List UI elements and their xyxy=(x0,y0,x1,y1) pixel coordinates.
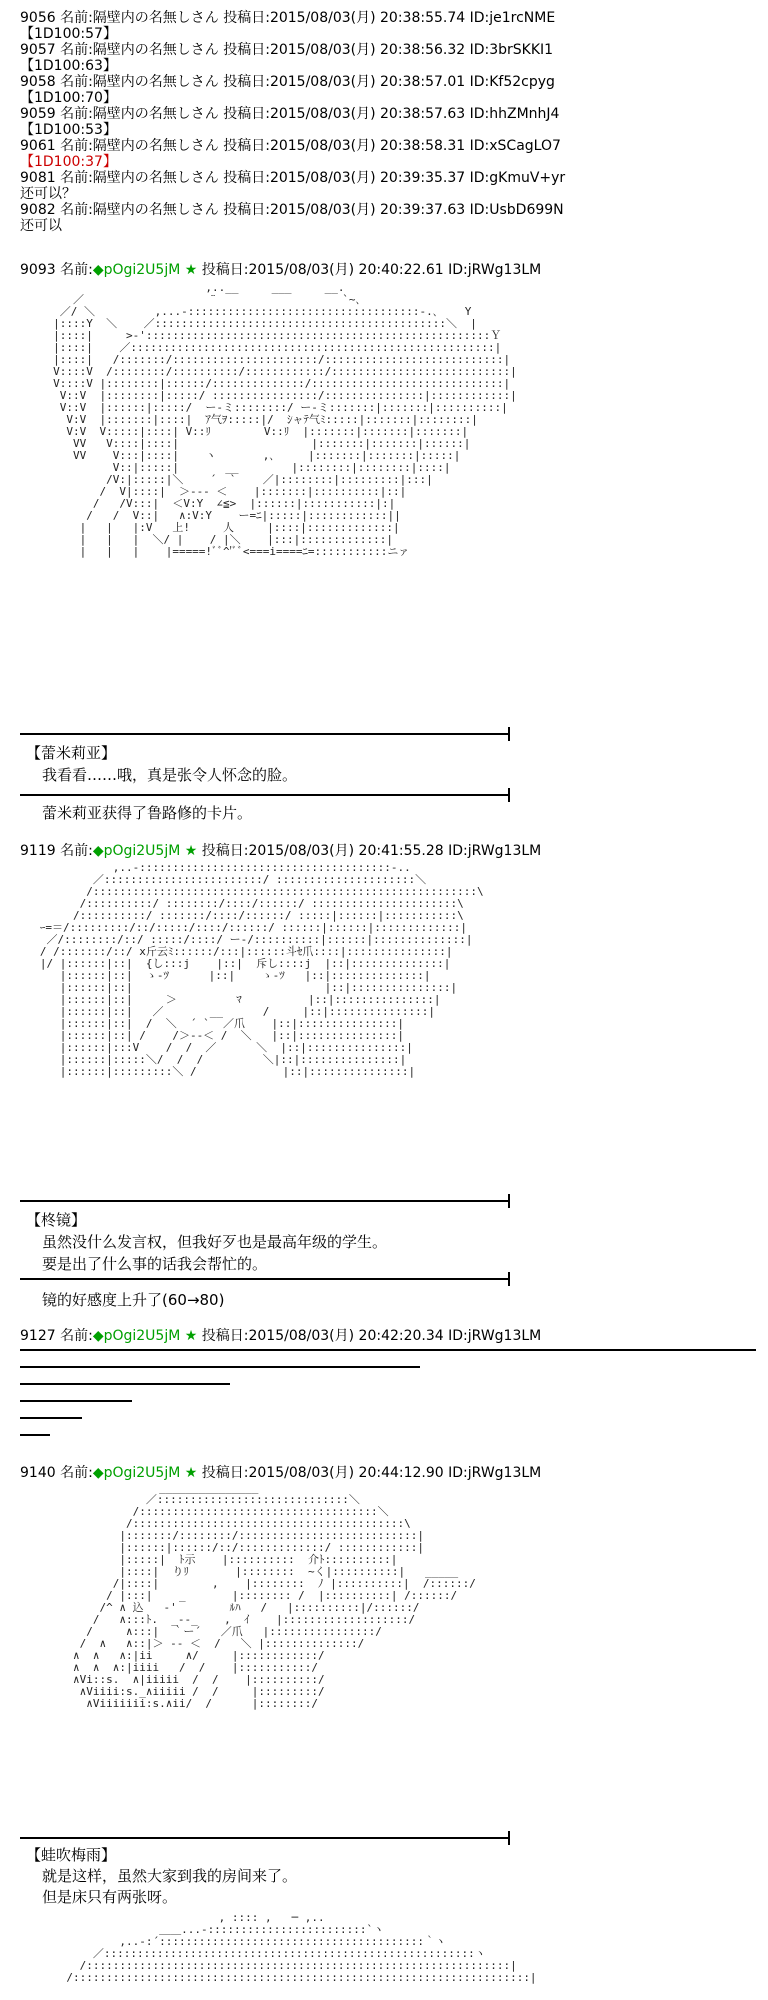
name-label: 名前: xyxy=(60,262,93,278)
post-9140-header xyxy=(20,1465,541,1481)
separator-bar xyxy=(20,1349,756,1351)
star-icon: ★ xyxy=(184,262,198,278)
narration-line: 镜的好感度上升了(60→80) xyxy=(42,1291,225,1309)
dice-result: 【1D100:53】 xyxy=(20,122,117,138)
separator-bar xyxy=(20,1366,420,1368)
post-9061-header: 9061 名前:隔壁内の名無しさん 投稿日:2015/08/03(月) 20:38:58.31 ID:xSCagLO7 xyxy=(20,138,561,154)
dialog-line: 要是出了什么事的话我会帮忙的。 xyxy=(42,1255,268,1273)
speaker-label: 【柊镜】 xyxy=(26,1211,87,1229)
post-number: 9119 xyxy=(20,843,56,859)
post-9057-header: 9057 名前:隔壁内の名無しさん 投稿日:2015/08/03(月) 20:38:56.32 ID:3brSKKI1 xyxy=(20,42,554,58)
star-icon: ★ xyxy=(184,1465,198,1481)
narration-line: 蕾米莉亚获得了鲁路修的卡片。 xyxy=(42,804,253,822)
dice-result: 【1D100:70】 xyxy=(20,90,117,106)
tripcode: ◆pOgi2U5jM xyxy=(92,1328,181,1344)
dialog-top-cross xyxy=(508,1831,510,1845)
name-label: 名前: xyxy=(60,1328,93,1344)
dice-result: 【1D100:57】 xyxy=(20,26,117,42)
dialog-top-rule xyxy=(20,733,510,735)
post-number: 9093 xyxy=(20,262,56,278)
ascii-art-partial: , :::: , ─ ,.. ＿＿...-::::::::::::::::::::::::`ヽ ,..-:´::::::::::::::::::::::::::::::::::::::::｀ヽ ／::::::::::::::::::::::::::::::::::::::::::::::::::::::::ヽ /::::::::::::::::::::::::::::::::::::::::::::::::::::::::::::::::| /:::::::::::::::::::::::::::::::::::::::::::::::::::::::::::::::::::::| xyxy=(66,1912,537,1984)
post-date: 投稿日:2015/08/03(月) 20:41:55.28 ID:jRWg13LM xyxy=(201,843,542,859)
dialog-bottom-cross xyxy=(508,788,510,802)
tripcode: ◆pOgi2U5jM xyxy=(92,843,181,859)
post-number: 9127 xyxy=(20,1328,56,1344)
dice-result-red: 【1D100:37】 xyxy=(20,154,117,170)
post-9081-header: 9081 名前:隔壁内の名無しさん 投稿日:2015/08/03(月) 20:39:35.37 ID:gKmuV+yr xyxy=(20,170,566,186)
post-body: 还可以？ xyxy=(20,186,76,202)
name-label: 名前: xyxy=(60,1465,93,1481)
dialog-top-rule xyxy=(20,1837,510,1839)
post-9119-header xyxy=(20,843,541,859)
post-9082-header: 9082 名前:隔壁内の名無しさん 投稿日:2015/08/03(月) 20:39:37.63 ID:UsbD699N xyxy=(20,202,564,218)
ascii-art-tsuyu: _______________ ／:::::::::::::::::::::::::::::＼ /::::::::::::::::::::::::::::::::::::＼ /:::::::::::::::::::::::::::::::::::::::::\ |:::::::/::::::::/:::::::::::::::::::::::::::| |::::::|::::::/::/:::::::::::::/ ::::::::::::| |:::::| ﾄ示 |:::::::::: 介ﾄ::::::::::| |::::| りﾘ |:::::::: ~く|::::::::::| _____ /|::::| , |:::::::: ﾉ |::::::::::| /::::::/ / |:::| _ |:::::::: / |::::::::::| /::::::/ /^ ∧ 込 ‐' ﾙﾊ / |::::::::::|/::::::/ / ∧:::ﾄ. _--_ , ｲ |:::::::::::::::::::/ / ∧:::| ｀ー´ ／爪 |::::::::::::::::/ / ∧ ∧::|＞ -- ＜ / ＼ |::::::::::::::/ ∧ ∧ ∧:|ii ∧/ |::::::::::::/ ∧ ∧ ∧:|iiii / / |:::::::::::/ ∧Vi::s. ∧|iiiii / / |::::::::::/ ∧Viiii:s._∧iiiii / / |:::::::::/ ∧Viiiiiii:s.∧ii/ / |::::::::/ xyxy=(72,1482,476,1710)
post-9056-header: 9056 名前:隔壁内の名無しさん 投稿日:2015/08/03(月) 20:38:55.74 ID:je1rcNME xyxy=(20,10,556,26)
post-9058-header: 9058 名前:隔壁内の名無しさん 投稿日:2015/08/03(月) 20:38:57.01 ID:Kf52cpyg xyxy=(20,74,555,90)
post-9059-header: 9059 名前:隔壁内の名無しさん 投稿日:2015/08/03(月) 20:38:57.63 ID:hhZMnhJ4 xyxy=(20,106,560,122)
dialog-top-cross xyxy=(508,1194,510,1208)
post-9127-header xyxy=(20,1328,541,1344)
post-date: 投稿日:2015/08/03(月) 20:42:20.34 ID:jRWg13LM xyxy=(201,1328,542,1344)
dialog-line: 我看看……哦，真是张令人怀念的脸。 xyxy=(42,766,298,784)
ascii-art-kagami: ,..-::::::::::::::::::::::::::::::::::::::-.. ／::::::::::::::::::::::::/ :::::::::::::::::::::＼ /::::::::::::::::::::::::::::::::::::::::::::::::::::::::::\ /::::::::::/ ::::::::/::::/::::::/ ::::::::::::::::::::::\ /::::::::::/ :::::::/::::/::::::/ :::::|::::::|:::::::::::\ ｰ=＝/:::::::::/::/:::::/::::/::::::/ ::::::|::::::|:::::::::::::| ／/::::::::/::/ :::::/::::/ ー‐/::::::::::|::::::|::::::::::::::| / /:::::::/::/ x斤云ﾐ::::::/:::|::::::斗ｾ爪::::|:::::::::::::::| |/ |::::::|::| {し:::j |::| 斥し::::j |::|::::::::::::::| |::::::|::| ゝ-ﾂ |::| ゝ-ﾂ |::|::::::::::::::| |::::::|::| |::|:::::::::::::::| |::::::|::| ＞ ﾏ |::|:::::::::::::::| |::::::|::| ／ __ / |::|:::::::::::::::| |::::::|::| / ＼ ´ ` ／爪 |::|:::::::::::::::| |::::::|::| / /＞--＜ / ＼ |::|:::::::::::::::| |::::::|:::V / / ／ ＼ |::|:::::::::::::::| |::::::|:::::＼/ / / ＼|::|:::::::::::::::| |::::::|:::::::::＼ / |::|:::::::::::::::| xyxy=(39,862,484,1078)
dice-result: 【1D100:63】 xyxy=(20,58,117,74)
dialog-bottom-rule xyxy=(20,1278,510,1280)
tripcode: ◆pOgi2U5jM xyxy=(92,1465,181,1481)
name-label: 名前: xyxy=(60,843,93,859)
dialog-bottom-rule xyxy=(20,794,510,796)
separator-bar xyxy=(20,1417,82,1419)
dialog-line: 但是床只有两张呀。 xyxy=(42,1888,178,1906)
post-body: 还可以 xyxy=(20,218,62,234)
star-icon: ★ xyxy=(184,1328,198,1344)
speaker-label: 【蛙吹梅雨】 xyxy=(26,1846,117,1864)
separator-bar xyxy=(20,1434,50,1436)
tripcode: ◆pOgi2U5jM xyxy=(92,262,181,278)
post-number: 9140 xyxy=(20,1465,56,1481)
dialog-top-rule xyxy=(20,1200,510,1202)
post-date: 投稿日:2015/08/03(月) 20:40:22.61 ID:jRWg13LM xyxy=(201,262,542,278)
dialog-bottom-cross xyxy=(508,1272,510,1286)
post-9093-header xyxy=(20,262,541,278)
dialog-top-cross xyxy=(508,727,510,741)
post-date: 投稿日:2015/08/03(月) 20:44:12.90 ID:jRWg13LM xyxy=(201,1465,542,1481)
dialog-line: 就是这样，虽然大家到我的房间来了。 xyxy=(42,1867,298,1885)
separator-bar xyxy=(20,1400,132,1402)
separator-bar xyxy=(20,1383,230,1385)
dialog-line: 虽然没什么发言权，但我好歹也是最高年级的学生。 xyxy=(42,1233,388,1251)
star-icon: ★ xyxy=(184,843,198,859)
speaker-label: 【蕾米莉亚】 xyxy=(26,744,117,762)
ascii-art-remilia: ,..__ ___ __. ／ ¨ `~､ ／/ ＼ ,...-:::::::::::::::::::::::::::::::::::-.､ Y |::::Y ＼ ／::::::::::::::::::::::::::::::::::::::::::::＼ | |::::| >‐'::::::::::::::::::::::::::::::::::::::::::::::::::::Ｙ |::::| ／:::::::::::::::::::::::::::::::::::::::::::::::::::::::| |::::| /:::::::/::::::::::::::::::::::/:::::::::::::::::::::::::::| V::::V /::::::::/::::::::::/::::::::::::/:::::::::::::::::::::::::::| V::::V |::::::::|::::::/::::::::::::::/:::::::::::::::::::::::::::::| V::V |::::::::|:::::/ ::::::::::::::::/:::::::::::::::|::::::::::::| V::V |::::::|:::::/ ー-ミ::::::::/ ー-ミ:::::::|:::::::|::::::::::| V:V |:::::::|::::| ｱ气ｦ:::::|/ ｼャﾃ气ﾐ:::::|:::::::|::::::::| V:V V:::::|::::| V::ﾘ V::ﾘ |:::::::|:::::::|:::::::| VV V::::|::::| |:::::::|:::::::|::::::| VV V:::|::::| ヽ ,､ |:::::::|:::::::|:::::| V::|:::::| __ |::::::::|::::::::|::::| /V:|:::::|＼ ´ ` ／|::::::::|:::::::::|:::| / V|::::| ＞‐-‐ ＜ |:::::::|::::::::::|::| / /V:::| ＜V:Y ∠≦> |::::::|:::::::::::|:| / / V::| ∧:V:Y ー=ﾆ|:::::|::::::::::::|| | | |:V 上! 人 |::::|:::::::::::::| | | | ＼/ | / |＼ |:::|:::::::::::::| | | | |=====!ﾞﾞ^'ﾞﾞ<===i====ﾆ=:::::::::::ニァ xyxy=(53,282,517,558)
